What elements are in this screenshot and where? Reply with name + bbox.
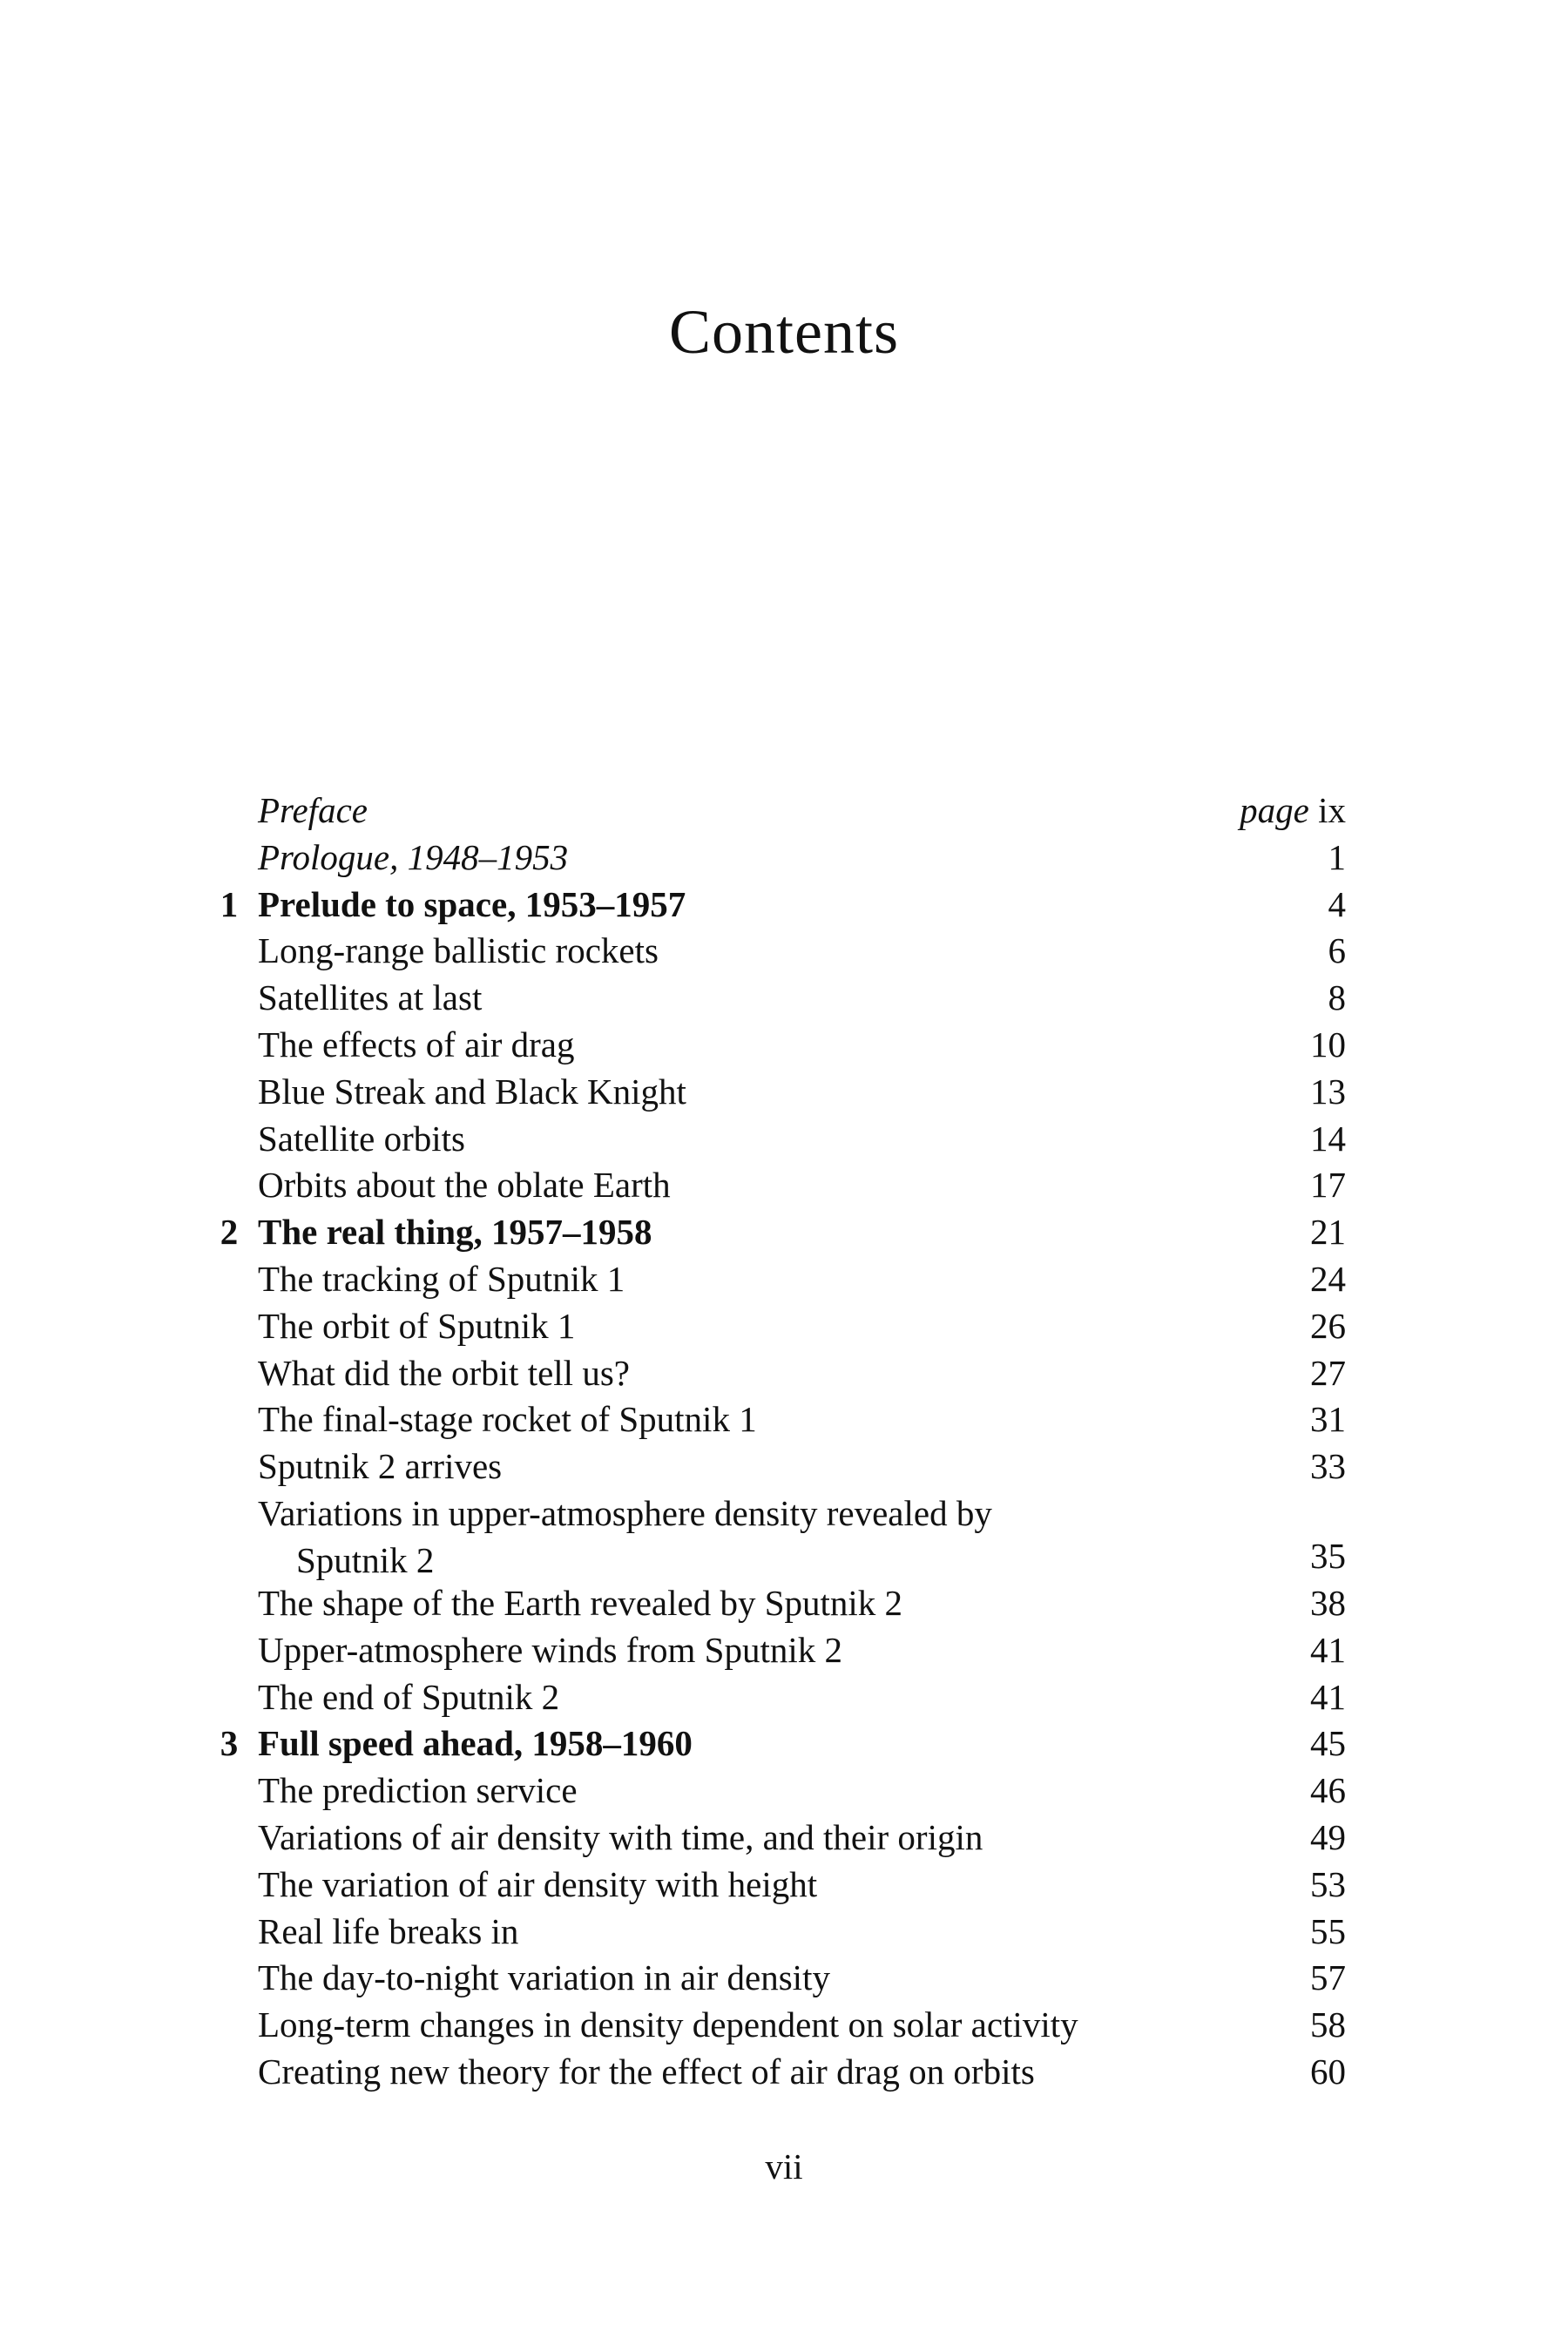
page-number-ref: 6	[1328, 930, 1346, 971]
page-number-ref: 41	[1310, 1629, 1346, 1670]
page-number-ref: 45	[1310, 1723, 1346, 1764]
page-number-ref: 57	[1310, 1957, 1346, 1998]
page-number-ref: 31	[1310, 1399, 1346, 1440]
section-title: Sputnik 2 arrives	[258, 1446, 503, 1487]
toc-entry[interactable]	[0, 975, 1568, 1022]
toc-entry[interactable]	[0, 1069, 1568, 1116]
toc-entry[interactable]	[0, 1767, 1568, 1815]
chapter-number: 3	[220, 1723, 239, 1764]
section-title: Upper-atmosphere winds from Sputnik 2	[258, 1629, 843, 1670]
page-number-ref: 1	[1328, 836, 1346, 877]
section-title: Blue Streak and Black Knight	[258, 1071, 686, 1112]
toc-entry[interactable]	[0, 2049, 1568, 2096]
toc-entry[interactable]	[0, 1303, 1568, 1350]
toc-entry[interactable]	[0, 787, 1568, 835]
page-number-ref: 38	[1310, 1582, 1346, 1623]
toc-entry[interactable]	[0, 835, 1568, 882]
section-title: The tracking of Sputnik 1	[258, 1258, 625, 1299]
toc-entry[interactable]	[0, 928, 1568, 975]
page-number-ref: 33	[1310, 1446, 1346, 1487]
section-title: What did the orbit tell us?	[258, 1352, 630, 1393]
toc-entry[interactable]	[0, 1256, 1568, 1303]
toc-entry[interactable]	[0, 1396, 1568, 1443]
toc-entry[interactable]	[0, 1209, 1568, 1256]
section-title	[258, 1490, 1112, 1585]
section-title: Real life breaks in	[258, 1910, 519, 1951]
section-title: Satellite orbits	[258, 1118, 465, 1159]
section-title: The prediction service	[258, 1770, 578, 1811]
page-number-ref: 17	[1310, 1165, 1346, 1206]
section-title: Prologue, 1948–1953	[258, 836, 569, 877]
toc-entry[interactable]	[0, 1443, 1568, 1490]
toc-entry[interactable]	[0, 1350, 1568, 1397]
chapter-title: Full speed ahead, 1958–1960	[258, 1723, 693, 1764]
page-number-ref: 10	[1310, 1024, 1346, 1064]
toc-entry[interactable]	[0, 1162, 1568, 1209]
chapter-title: Prelude to space, 1953–1957	[258, 883, 686, 924]
toc-entry[interactable]	[0, 882, 1568, 929]
page-number-ref: 21	[1310, 1212, 1346, 1253]
page-value: ix	[1318, 790, 1346, 830]
chapter-number: 1	[220, 883, 239, 924]
page-title: Contents	[668, 297, 899, 367]
section-title: Orbits about the oblate Earth	[258, 1165, 671, 1206]
page-number-ref: 8	[1328, 977, 1346, 1018]
page-number-ref: 13	[1310, 1071, 1346, 1112]
section-title: The day-to-night variation in air density	[258, 1957, 830, 1998]
chapter-title: The real thing, 1957–1958	[258, 1212, 652, 1253]
page-number-ref: 46	[1310, 1770, 1346, 1811]
section-title: The end of Sputnik 2	[258, 1676, 560, 1717]
section-title: Long-term changes in density dependent on solar activity	[258, 2004, 1078, 2045]
section-title: The effects of air drag	[258, 1024, 575, 1064]
section-title: The variation of air density with height	[258, 1863, 818, 1904]
toc-entry[interactable]	[0, 2002, 1568, 2049]
page-number-ref: 55	[1310, 1910, 1346, 1951]
toc-entry[interactable]	[0, 1116, 1568, 1163]
toc-entry[interactable]	[0, 1720, 1568, 1767]
page-prefix: page	[1240, 790, 1309, 830]
section-title: The shape of the Earth revealed by Sputnik 2	[258, 1582, 903, 1623]
section-title: Variations of air density with time, and their origin	[258, 1816, 983, 1857]
page-number-ref: 14	[1310, 1118, 1346, 1159]
section-title-continuation: Sputnik 2	[296, 1539, 435, 1580]
section-title: Satellites at last	[258, 977, 483, 1018]
toc-entry[interactable]	[0, 1909, 1568, 1956]
toc-entry[interactable]	[0, 1022, 1568, 1069]
page-number-ref: 24	[1310, 1258, 1346, 1299]
page-number-ref: 4	[1328, 883, 1346, 924]
page-number-ref: 53	[1310, 1863, 1346, 1904]
section-title: The final-stage rocket of Sputnik 1	[258, 1399, 757, 1440]
toc-entry[interactable]	[0, 1955, 1568, 2002]
page-number-ref: 49	[1310, 1816, 1346, 1857]
toc-entry[interactable]	[0, 1627, 1568, 1674]
table-of-contents	[0, 787, 1568, 2096]
section-title: Creating new theory for the effect of air drag on orbits	[258, 2051, 1035, 2092]
page-number-ref: 41	[1310, 1676, 1346, 1717]
toc-entry[interactable]	[0, 1862, 1568, 1909]
page-number-ref: 27	[1310, 1352, 1346, 1393]
page-number-ref	[1240, 787, 1346, 835]
toc-entry[interactable]	[0, 1674, 1568, 1721]
toc-entry[interactable]	[0, 1490, 1568, 1580]
section-title-line: Variations in upper-atmosphere density revealed by	[258, 1492, 992, 1533]
chapter-number: 2	[220, 1212, 239, 1253]
page-number: vii	[765, 2146, 803, 2186]
page-number-ref: 35	[1310, 1536, 1346, 1577]
page-number-ref: 26	[1310, 1305, 1346, 1346]
section-title: Preface	[258, 790, 368, 830]
toc-entry[interactable]	[0, 1815, 1568, 1862]
page-number-ref: 60	[1310, 2051, 1346, 2092]
toc-entry[interactable]	[0, 1580, 1568, 1627]
page-number-ref: 58	[1310, 2004, 1346, 2045]
section-title: The orbit of Sputnik 1	[258, 1305, 576, 1346]
section-title: Long-range ballistic rockets	[258, 930, 659, 971]
